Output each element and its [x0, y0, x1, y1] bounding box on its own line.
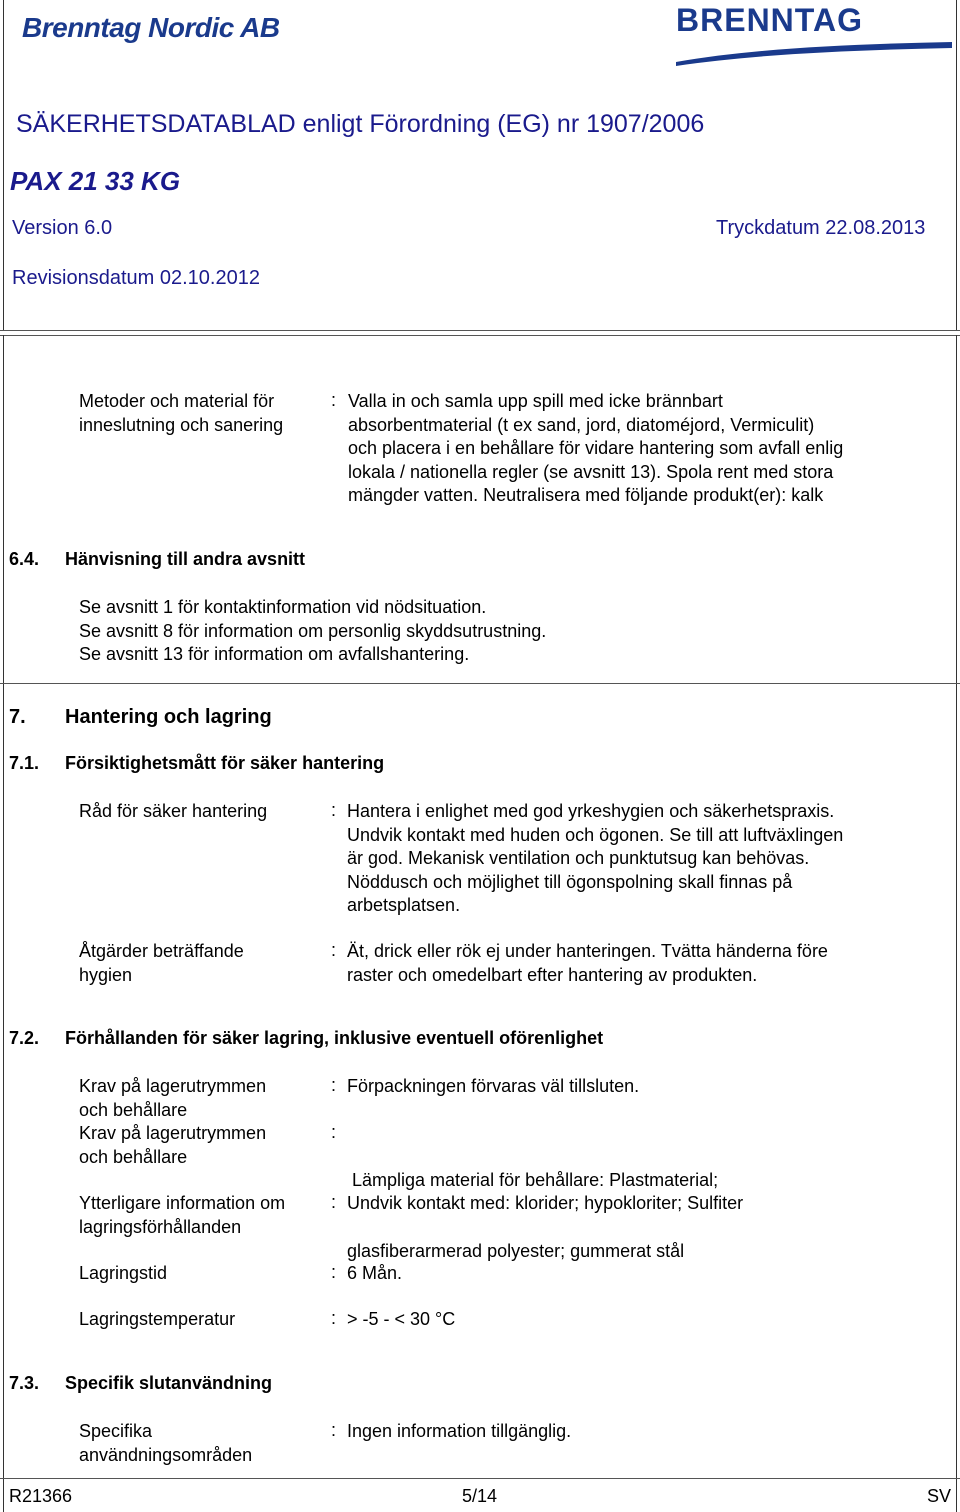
storage-req-value-1: Förpackningen förvaras väl tillsluten. [347, 1076, 640, 1096]
advice-colon: : [331, 800, 337, 820]
section-7-title: Hantering och lagring [65, 706, 272, 728]
storage-temp-label: Lagringstemperatur [79, 1309, 236, 1329]
advice-label: Råd för säker hantering [79, 801, 268, 821]
storage-period-value: 6 Mån. [347, 1263, 403, 1283]
section-7-1-number: 7.1. [9, 753, 40, 773]
containment-colon: : [331, 390, 337, 410]
hygiene-colon: : [331, 940, 337, 960]
hygiene-value: Ät, drick eller rök ej under hanteringen. Tvätta händerna före raster och omedelbart efter hantering av produkten. [347, 941, 828, 985]
footer-page: 5/14 [462, 1486, 498, 1506]
storage-req-label-2: Krav på lagerutrymmen och behållare [79, 1123, 267, 1167]
section-7-1-title: Försiktighetsmått för säker hantering [65, 753, 385, 773]
section-7-3-title: Specifik slutanvändning [65, 1373, 273, 1393]
version: Version 6.0 [12, 217, 113, 239]
hygiene-label: Åtgärder beträffande hygien [79, 941, 244, 985]
storage-req-label-1: Krav på lagerutrymmen och behållare [79, 1076, 267, 1120]
section-6-4-text: Se avsnitt 1 för kontaktinformation vid nödsituation. Se avsnitt 8 för information om personlig skyddsutrustning. Se avsnitt 13 för information om avfallshantering. [79, 597, 547, 664]
section-6-4-title: Hänvisning till andra avsnitt [65, 549, 306, 569]
footer-lang: SV [927, 1486, 952, 1506]
brand-swoosh-icon [676, 38, 956, 68]
section-7-number: 7. [9, 706, 26, 728]
frame-left [3, 0, 4, 330]
section-divider [0, 683, 960, 684]
brand-logo: BRENNTAG [676, 2, 863, 38]
containment-label: Metoder och material för inneslutning och sanering [79, 391, 284, 435]
footer-divider [0, 1478, 960, 1479]
end-use-colon: : [331, 1420, 337, 1440]
storage-further-colon: : [331, 1192, 337, 1212]
section-7-2-number: 7.2. [9, 1028, 40, 1048]
print-date: Tryckdatum 22.08.2013 [716, 217, 926, 239]
storage-temp-value: > -5 - < 30 °C [347, 1309, 456, 1329]
storage-period-label: Lagringstid [79, 1263, 168, 1283]
document-title: SÄKERHETSDATABLAD enligt Förordning (EG) nr 1907/2006 [16, 110, 705, 138]
footer-ref: R21366 [9, 1486, 73, 1506]
frame-left-body [3, 335, 4, 1512]
storage-period-colon: : [331, 1262, 337, 1282]
frame-right-body [956, 335, 957, 1512]
storage-temp-colon: : [331, 1308, 337, 1328]
storage-further-label: Ytterligare information om lagringsförhållanden [79, 1193, 286, 1237]
product-name: PAX 21 33 KG [10, 166, 181, 196]
frame-right [956, 0, 957, 330]
header-divider [0, 330, 960, 331]
containment-value: Valla in och samla upp spill med icke brännbart absorbentmaterial (t ex sand, jord, diatoméjord, Vermiculit) och placera i en behållare för vidare hantering som avfall enlig lokala / nationella regler (se avsnitt 13). Spola rent med stora mängder vatten. Neutralisera med följande produkt(er): kalk [348, 391, 844, 505]
storage-further-value: Undvik kontakt med: klorider; hypokloriter; Sulfiter [347, 1193, 744, 1213]
storage-req-colon-2: : [331, 1122, 337, 1142]
section-7-2-title: Förhållanden för säker lagring, inklusive eventuell oförenlighet [65, 1028, 604, 1048]
section-7-3-number: 7.3. [9, 1373, 40, 1393]
end-use-value: Ingen information tillgänglig. [347, 1421, 572, 1441]
revision-date: Revisionsdatum 02.10.2012 [12, 267, 260, 289]
header-divider-2 [0, 335, 960, 336]
advice-value: Hantera i enlighet med god yrkeshygien och säkerhetspraxis. Undvik kontakt med huden och ögonen. Se till att luftväxlingen är god. Mekanisk ventilation och punktutsug kan behövas. Nöddusch och möjlighet till ögonspolning skall finnas på arbetsplatsen. [347, 801, 844, 915]
storage-req-value-2: Lämpliga material för behållare: Plastmaterial; glasfiberarmerad polyester; gummerat stål [347, 1170, 719, 1261]
storage-req-colon-1: : [331, 1075, 337, 1095]
section-6-4-number: 6.4. [9, 549, 40, 569]
company-logo: Brenntag Nordic AB [22, 12, 280, 43]
end-use-label: Specifika användningsområden [79, 1421, 253, 1465]
